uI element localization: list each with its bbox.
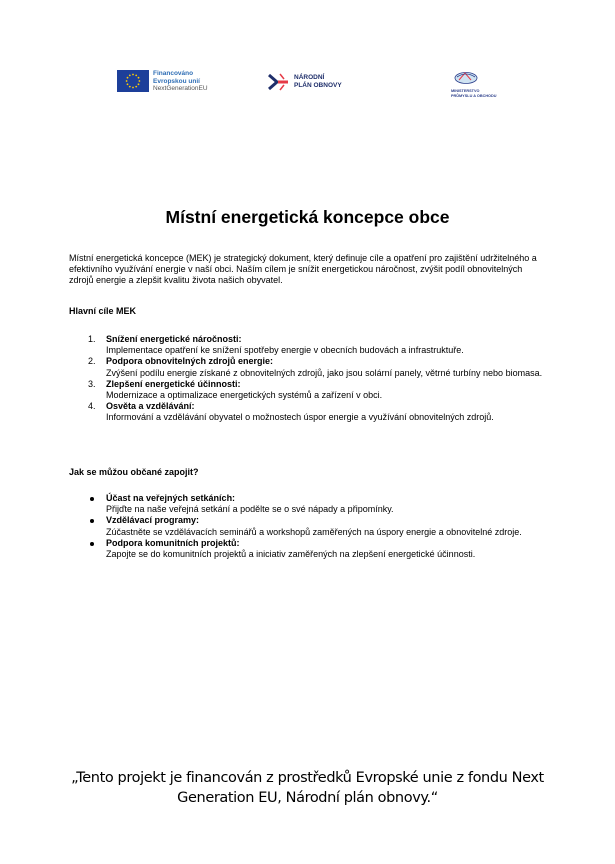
eu-flag-icon [117,70,149,92]
involve-description: Zúčastněte se vzdělávacích seminářů a workshopů zaměřených na úspory energie a obnovitelné zdroje. [106,526,522,537]
involve-description: Přijďte na naše veřejná setkání a podělte se o své nápady a připomínky. [106,504,394,515]
goal-description: Modernizace a optimalizace energetických systémů a zařízení v obci. [106,390,383,401]
involve-item [69,515,549,537]
npo-logo-line1: NÁRODNÍ [294,74,325,81]
goal-title: Podpora obnovitelných zdrojů energie: [106,356,274,367]
eu-funding-logo [117,70,208,93]
involve-title: Vzdělávací programy: [106,515,200,526]
goal-title: Zlepšení energetické účinnosti: [106,378,241,389]
goal-number: 1. [88,334,96,344]
eu-logo-line2: Evropskou unií [153,77,200,85]
involve-item [69,493,549,515]
bullet-icon [90,497,94,501]
goal-item [69,356,549,378]
intro-paragraph: Místní energetická koncepce (MEK) je strategický dokument, který definuje cíle a opatření pro zajištění udržitelného a efektivního využívání energie v naší obci. Naším cílem je snížit energetickou náročnost, zvýšit podíl obnovitelných zdrojů energie a zlepšit kvalitu života našich obyvatel. [69,253,537,286]
page-title: Místní energetická koncepce obce [165,207,450,227]
npo-logo-line2: PLÁN OBNOVY [294,82,342,89]
goal-item [69,334,549,356]
goal-number: 2. [88,356,96,367]
goal-number: 4. [88,401,96,412]
goals-heading: Hlavní cíle MEK [69,306,137,316]
npo-logo-text [294,74,342,90]
bullet-icon [90,519,94,523]
eu-logo-line3: NextGenerationEU [153,85,208,92]
involve-heading: Jak se můžou občané zapojit? [69,467,199,477]
mpo-logo-text [451,89,506,98]
goal-description: Implementace opatření ke snížení spotřeby energie v obecních budovách a infrastruktuře. [106,345,464,356]
mpo-logo-line1: MINISTERSTVO [451,89,480,93]
npo-mark-icon [267,72,289,92]
npo-logo [267,72,342,92]
involve-title: Účast na veřejných setkáních: [106,493,236,503]
bullet-icon [90,542,94,546]
goal-description: Informování a vzdělávání obyvatel o možnostech úspor energie a využívání obnovitelných zdrojů. [106,412,494,423]
mpo-logo [451,70,506,98]
mpo-mark-icon [453,70,479,84]
mpo-logo-line2: PRŮMYSLU A OBCHODU [451,93,497,98]
goal-title: Snížení energetické náročnosti: [106,334,242,344]
involve-description: Zapojte se do komunitních projektů a iniciativ zaměřených na zlepšení energetické účinnosti. [106,549,476,560]
logo-bar [0,70,615,100]
goal-item [69,379,549,401]
goal-number: 3. [88,378,96,389]
involve-title: Podpora komunitních projektů: [106,537,240,548]
eu-logo-text [153,70,208,93]
goals-list [69,334,549,424]
funding-footer: „Tento projekt je financován z prostředků Evropské unie z fondu Next Generation EU, Národní plán obnovy.“ [71,770,544,806]
involve-item [69,538,549,560]
eu-logo-line1: Financováno [153,70,194,77]
goal-title: Osvěta a vzdělávání: [106,401,195,412]
involve-list [69,493,549,560]
goal-item [69,401,549,423]
goal-description: Zvýšení podílu energie získané z obnovitelných zdrojů, jako jsou solární panely, větrné turbíny nebo biomasa. [106,367,543,378]
